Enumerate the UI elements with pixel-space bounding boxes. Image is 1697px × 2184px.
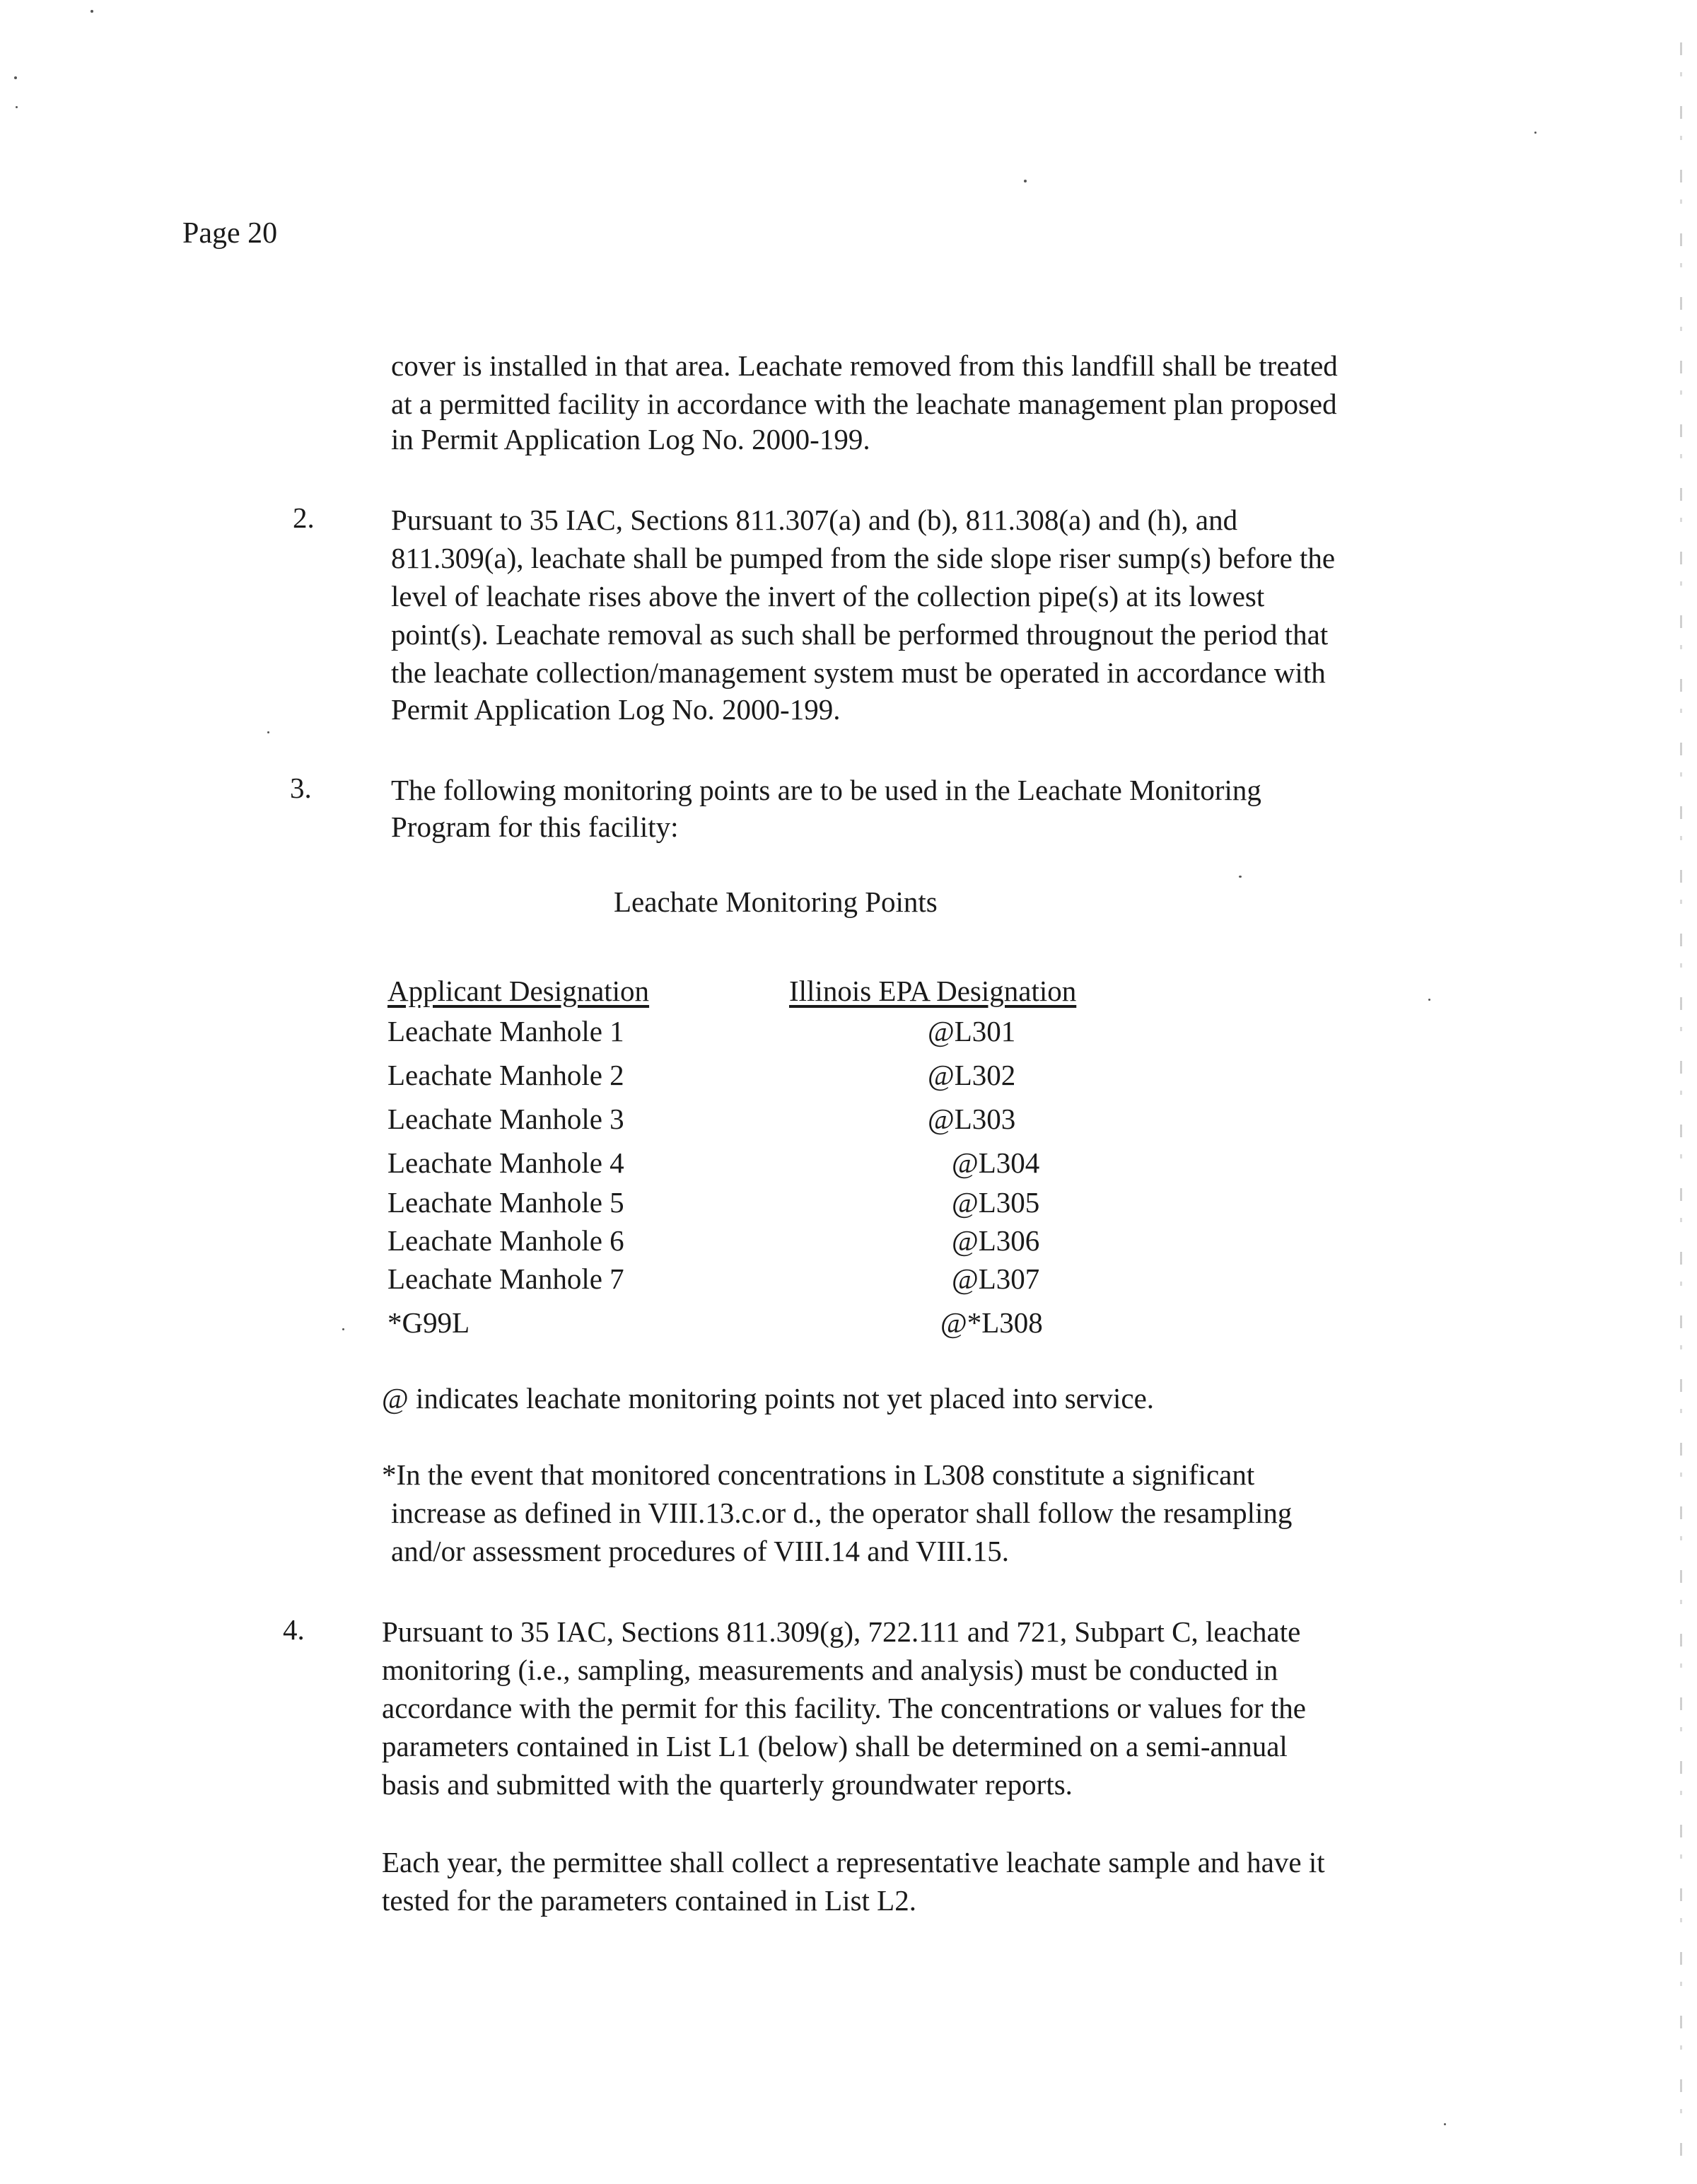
header-epa-designation: Illinois EPA Designation [789, 975, 1077, 1007]
table-row-epa: @L305 [952, 1186, 1040, 1219]
table-row-applicant: Leachate Manhole 2 [387, 1059, 624, 1091]
table-row-epa: @L304 [952, 1146, 1040, 1179]
table-row-epa: @L301 [928, 1015, 1016, 1047]
scan-speck [1428, 999, 1430, 1001]
scan-speck [91, 10, 93, 13]
item2-line-6: Permit Application Log No. 2000-199. [391, 693, 841, 726]
header-applicant-designation: Applicant Designation [387, 975, 650, 1007]
table-row-applicant: Leachate Manhole 3 [387, 1103, 624, 1135]
table-row-applicant: Leachate Manhole 6 [387, 1224, 624, 1257]
scan-speck [1444, 2123, 1446, 2125]
scan-speck [1534, 132, 1536, 134]
table-row-epa: @L306 [952, 1224, 1040, 1257]
item2-line-1: Pursuant to 35 IAC, Sections 811.307(a) and (b), 811.308(a) and (h), and [391, 504, 1238, 536]
item2-line-3: level of leachate rises above the invert of the collection pipe(s) at its lowest [391, 580, 1265, 612]
item-number-4: 4. [283, 1613, 305, 1646]
asterisk-note-line-3: and/or assessment procedures of VIII.14 and VIII.15. [391, 1535, 1010, 1567]
table-row-applicant: Leachate Manhole 4 [387, 1146, 624, 1179]
continuation-line-2: at a permitted facility in accordance with the leachate management plan proposed [391, 388, 1337, 420]
item4-line-5: basis and submitted with the quarterly groundwater reports. [382, 1768, 1073, 1801]
item-number-2: 2. [293, 501, 315, 534]
scan-speck [267, 731, 269, 733]
item2-line-2: 811.309(a), leachate shall be pumped from the side slope riser sump(s) before the [391, 542, 1336, 574]
page-number: Page 20 [182, 217, 278, 250]
item4-followup-line-1: Each year, the permittee shall collect a representative leachate sample and have it [382, 1846, 1325, 1878]
scan-speck [1239, 876, 1242, 878]
item4-followup-line-2: tested for the parameters contained in List L2. [382, 1884, 916, 1917]
scan-speck [16, 106, 18, 108]
item4-line-1: Pursuant to 35 IAC, Sections 811.309(g), 722.111 and 721, Subpart C, leachate [382, 1615, 1301, 1648]
table-row-epa: @*L308 [940, 1306, 1043, 1339]
table-row-epa: @L303 [928, 1103, 1016, 1135]
scan-edge-artifact [1680, 42, 1682, 2164]
table-row-epa: @L307 [952, 1262, 1040, 1295]
asterisk-note-line-1: *In the event that monitored concentrations in L308 constitute a significant [382, 1458, 1255, 1491]
item4-line-3: accordance with the permit for this facility. The concentrations or values for the [382, 1692, 1306, 1724]
item2-line-4: point(s). Leachate removal as such shall be performed througnout the period that [391, 618, 1329, 651]
scan-speck [1024, 180, 1027, 182]
item4-line-4: parameters contained in List L1 (below) shall be determined on a semi-annual [382, 1730, 1288, 1762]
item2-line-5: the leachate collection/management system must be operated in accordance with [391, 656, 1326, 689]
at-sign-note: @ indicates leachate monitoring points not yet placed into service. [382, 1382, 1155, 1415]
asterisk-note-line-2: increase as defined in VIII.13.c.or d., the operator shall follow the resampling [391, 1497, 1293, 1529]
item4-line-2: monitoring (i.e., sampling, measurements and analysis) must be conducted in [382, 1654, 1278, 1686]
item3-line-2: Program for this facility: [391, 811, 679, 843]
scan-speck [342, 1328, 344, 1330]
table-row-applicant: Leachate Manhole 5 [387, 1186, 624, 1219]
continuation-line-3: in Permit Application Log No. 2000-199. [391, 423, 870, 455]
scan-speck [14, 76, 17, 79]
table-row-applicant: Leachate Manhole 1 [387, 1015, 624, 1047]
item3-line-1: The following monitoring points are to be used in the Leachate Monitoring [391, 774, 1261, 806]
table-row-applicant: Leachate Manhole 7 [387, 1262, 624, 1295]
continuation-line-1: cover is installed in that area. Leachate removed from this landfill shall be treated [391, 349, 1338, 382]
table-row-epa: @L302 [928, 1059, 1016, 1091]
table-title: Leachate Monitoring Points [614, 885, 938, 918]
table-row-applicant: *G99L [387, 1306, 470, 1339]
item-number-3: 3. [290, 772, 312, 804]
